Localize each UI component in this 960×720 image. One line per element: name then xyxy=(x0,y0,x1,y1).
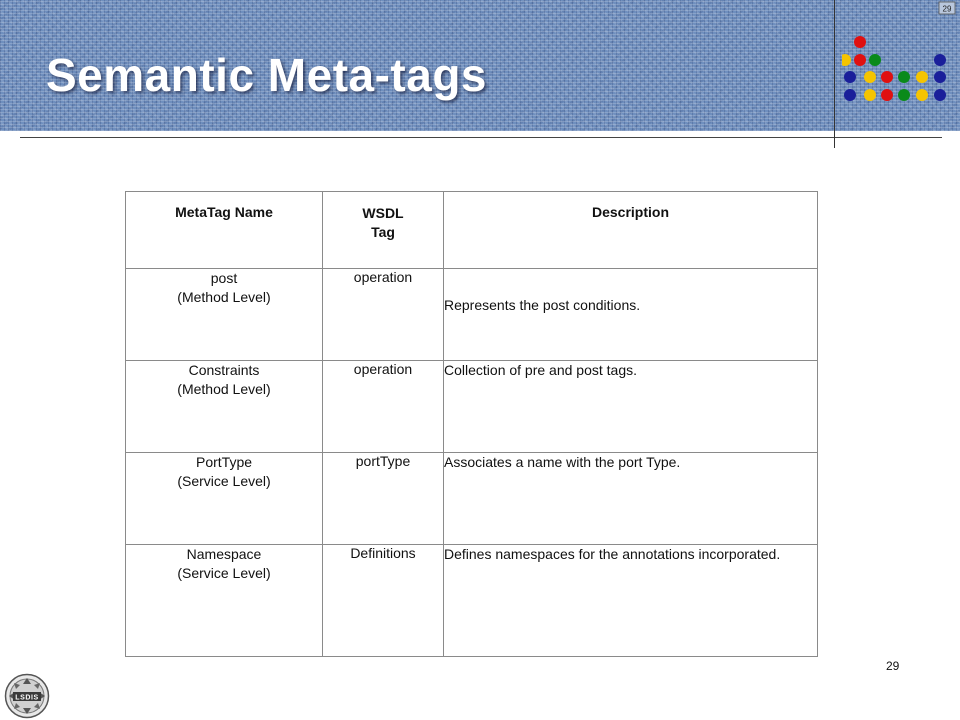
header-divider xyxy=(20,137,942,138)
wsdl-tag-cell: operation xyxy=(323,269,444,361)
metatag-name-cell: Constraints (Method Level) xyxy=(126,361,323,453)
description-cell: Represents the post conditions. xyxy=(444,269,818,361)
slide-title: Semantic Meta-tags xyxy=(46,49,488,101)
table-row xyxy=(126,453,818,545)
metatag-table xyxy=(125,191,818,657)
metatag-name-cell: post (Method Level) xyxy=(126,269,323,361)
table-header-row xyxy=(126,192,818,269)
wsdl-tag-cell: portType xyxy=(323,453,444,545)
corner-page-label: 29 xyxy=(942,4,952,14)
table-row xyxy=(126,361,818,453)
description-cell: Defines namespaces for the annotations incorporated. xyxy=(444,545,818,657)
title-banner xyxy=(0,0,960,131)
description-cell: Collection of pre and post tags. xyxy=(444,361,818,453)
header-metatag-name: MetaTag Name xyxy=(126,192,323,269)
description-cell: Associates a name with the port Type. xyxy=(444,453,818,545)
wsdl-tag-cell: Definitions xyxy=(323,545,444,657)
table-row xyxy=(126,545,818,657)
lsdis-logo-icon xyxy=(4,673,50,719)
header-vertical-divider xyxy=(834,0,835,148)
metatag-name-cell: Namespace (Service Level) xyxy=(126,545,323,657)
header-description: Description xyxy=(444,192,818,269)
corner-page-icon xyxy=(938,1,956,15)
wsdl-tag-cell: operation xyxy=(323,361,444,453)
header-wsdl-tag: WSDL Tag xyxy=(323,192,444,269)
table-row xyxy=(126,269,818,361)
metatag-name-cell: PortType (Service Level) xyxy=(126,453,323,545)
page-number: 29 xyxy=(886,659,900,673)
decorative-dots-icon xyxy=(842,34,954,106)
logo-text: LSDIS xyxy=(15,694,39,702)
